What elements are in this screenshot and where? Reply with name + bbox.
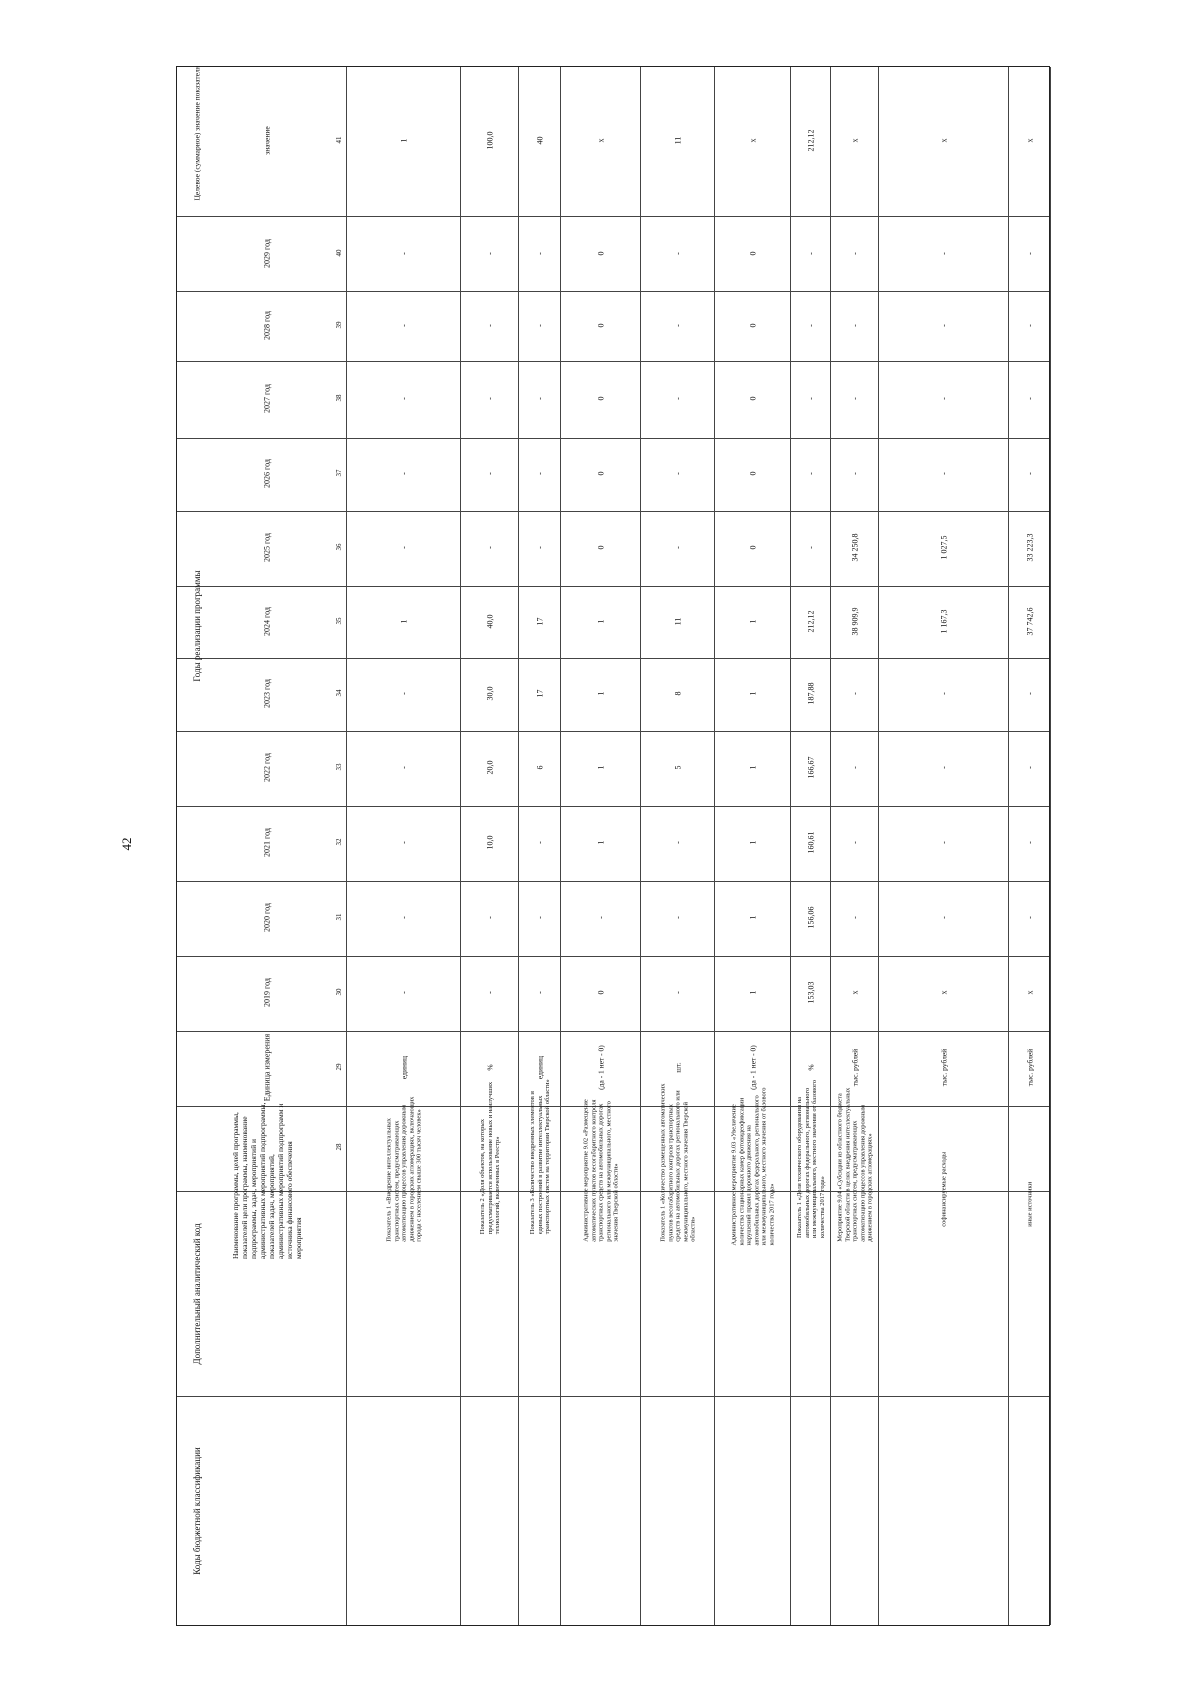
year-header: 2023 год xyxy=(262,679,272,708)
row-year-value: 0 xyxy=(596,471,606,476)
row-year-value: 160,61 xyxy=(806,831,816,854)
row-year-value: 0 xyxy=(596,396,606,401)
column-number: 40 xyxy=(335,249,343,257)
row-year-value: - xyxy=(535,841,545,844)
row-year-value: 5 xyxy=(673,765,683,770)
row-year-value: 1 xyxy=(399,619,409,624)
row-unit: (да - 1 нет - 0) xyxy=(748,1045,758,1090)
row-year-value: x xyxy=(939,990,949,995)
row-year-value: 38 909,9 xyxy=(850,607,860,636)
row-year-value: - xyxy=(485,324,495,327)
row-unit: тыс. рублей xyxy=(939,1048,949,1087)
grid-line xyxy=(177,216,1049,217)
column-number: 31 xyxy=(335,913,343,921)
row-year-value: - xyxy=(673,472,683,475)
row-year-value: - xyxy=(939,472,949,475)
row-year-value: - xyxy=(939,841,949,844)
row-year-value: 0 xyxy=(596,251,606,256)
row-year-value: - xyxy=(850,841,860,844)
grid-line xyxy=(177,731,1049,732)
row-year-value: 0 xyxy=(748,471,758,476)
grid-line xyxy=(714,67,715,1625)
row-year-value: 8 xyxy=(673,691,683,696)
grid-line xyxy=(518,67,519,1625)
row-year-value: 17 xyxy=(535,689,545,698)
row-year-value: - xyxy=(939,324,949,327)
row-year-value: - xyxy=(673,916,683,919)
row-name: Показатель 1 «Доля технического оборудования на автомобильных дорогах федерального, регионального или межмуниципального, местного значения от базового количества 2017 года» xyxy=(796,1080,826,1238)
grid-line xyxy=(346,67,347,1625)
grid-line xyxy=(560,67,561,1625)
row-unit: единиц xyxy=(399,1055,409,1080)
column-number: 37 xyxy=(335,469,343,477)
column-number: 32 xyxy=(335,838,343,846)
row-year-value: - xyxy=(399,397,409,400)
name-column-header: Наименование программы, целей программы, показателей цели программы, наименование подпрограммы, задач, мероприятий и административных мероприятий подпрограммы, показателей задач, мероприятий, административных мероприятий подпрограмм и источника финансового обеспечения мероприятия xyxy=(231,1102,303,1259)
row-year-value: 34 250,8 xyxy=(850,533,860,562)
year-header: 2022 год xyxy=(262,753,272,782)
grid-line xyxy=(177,956,1049,957)
grid-line xyxy=(830,67,831,1625)
row-year-value: - xyxy=(673,841,683,844)
row-year-value: 0 xyxy=(748,251,758,256)
row-unit: шт. xyxy=(673,1062,683,1073)
grid-line xyxy=(177,438,1049,439)
row-target-value: x xyxy=(939,138,949,143)
grid-line xyxy=(177,1396,1049,1397)
grid-line xyxy=(177,658,1049,659)
row-name: Показатель 1 «Количество размещенных автоматических пунктов весогабаритного контроля транспортных средств на автомобильных дорогах регионального или межмуниципального, местного значения Тверской области» xyxy=(659,1083,697,1242)
row-unit: % xyxy=(485,1064,495,1071)
row-year-value: 0 xyxy=(748,323,758,328)
row-year-value: - xyxy=(535,991,545,994)
row-year-value: - xyxy=(485,546,495,549)
year-header: 2020 год xyxy=(262,903,272,932)
row-name: софинансируемые расходы xyxy=(940,1151,948,1227)
row-year-value: - xyxy=(850,324,860,327)
row-year-value: - xyxy=(1025,397,1035,400)
extra-code-group-header: Дополнительный аналитический код xyxy=(192,1223,202,1365)
row-year-value: - xyxy=(485,472,495,475)
row-year-value: - xyxy=(673,397,683,400)
row-year-value: - xyxy=(806,324,816,327)
column-number: 38 xyxy=(335,394,343,402)
row-year-value: 33 223,3 xyxy=(1025,533,1035,562)
row-year-value: - xyxy=(485,991,495,994)
row-year-value: - xyxy=(1025,324,1035,327)
row-year-value: - xyxy=(485,916,495,919)
year-header: 2024 год xyxy=(262,607,272,636)
grid-line xyxy=(177,291,1049,292)
row-year-value: - xyxy=(673,252,683,255)
grid-line xyxy=(177,881,1049,882)
row-target-value: 1 xyxy=(399,138,409,143)
year-header: 2021 год xyxy=(262,828,272,857)
row-year-value: - xyxy=(485,252,495,255)
column-number: 36 xyxy=(335,543,343,551)
row-name: Показатель 1 «Внедрение интеллектуальных транспортных систем, предусматривающих автоматизацию процессов управления дорожным движением в городских агломерациях, включающих города с населением свыше 300 тысяч человек» xyxy=(385,1096,423,1242)
row-target-value: 212,12 xyxy=(806,129,816,152)
row-name: Показатель 3 «Количество внедренных элементов и единых построений в развитие интеллектуальных транспортных систем на территории Тверской области» xyxy=(528,1079,551,1235)
row-year-value: - xyxy=(673,991,683,994)
row-year-value: 1 027,5 xyxy=(939,535,949,560)
row-year-value: - xyxy=(850,397,860,400)
row-year-value: - xyxy=(535,546,545,549)
column-number: 39 xyxy=(335,321,343,329)
row-year-value: - xyxy=(850,692,860,695)
row-unit: (да - 1 нет - 0) xyxy=(596,1045,606,1090)
grid-line xyxy=(1050,67,1051,1625)
unit-column-header: Единица измерения xyxy=(262,1033,272,1102)
row-year-value: 212,12 xyxy=(806,610,816,633)
row-year-value: 6 xyxy=(535,765,545,770)
grid-line xyxy=(1008,67,1009,1625)
row-name: Административное мероприятие 9.02 «Размещение автоматических пунктов весогабаритного контроля транспортных средств на автомобильных дорогах регионального или межмуниципального, местного значения Тверской области» xyxy=(582,1099,620,1242)
row-year-value: - xyxy=(939,766,949,769)
row-year-value: 37 742,6 xyxy=(1025,607,1035,636)
row-year-value: 166,67 xyxy=(806,756,816,779)
program-table xyxy=(176,66,1050,1626)
row-year-value: 20,0 xyxy=(485,760,495,775)
row-year-value: 0 xyxy=(596,990,606,995)
row-year-value: - xyxy=(1025,766,1035,769)
row-year-value: 1 167,3 xyxy=(939,609,949,634)
row-year-value: x xyxy=(1025,990,1035,995)
row-name: иные источники xyxy=(1026,1181,1034,1227)
row-year-value: - xyxy=(806,546,816,549)
row-year-value: - xyxy=(806,472,816,475)
grid-line xyxy=(460,67,461,1625)
row-unit: единиц xyxy=(535,1055,545,1080)
grid-line xyxy=(640,67,641,1625)
row-year-value: - xyxy=(1025,916,1035,919)
page-number: 42 xyxy=(119,837,134,851)
target-value-header: значение xyxy=(262,126,272,155)
column-number: 28 xyxy=(335,1143,343,1151)
row-name: Административное мероприятие 9.03 «Увеличение количества стационарных камер фотовидеофиксации нарушений правил дорожного движения на автомобильных дорогах федерального, регионального или межмуниципального, местного значения от базового количества 2017 года» xyxy=(730,1087,775,1246)
codes-group-header: Коды бюджетной классификации xyxy=(192,1447,202,1575)
row-year-value: - xyxy=(399,692,409,695)
row-year-value: - xyxy=(850,252,860,255)
column-number: 41 xyxy=(335,136,343,144)
year-header: 2029 год xyxy=(262,239,272,268)
row-year-value: - xyxy=(850,766,860,769)
row-year-value: 1 xyxy=(748,619,758,624)
year-header: 2026 год xyxy=(262,459,272,488)
row-year-value: - xyxy=(850,472,860,475)
row-year-value: - xyxy=(806,397,816,400)
row-unit: тыс. рублей xyxy=(1025,1048,1035,1087)
row-year-value: - xyxy=(399,324,409,327)
grid-line xyxy=(177,806,1049,807)
row-target-value: x xyxy=(748,138,758,143)
column-number: 33 xyxy=(335,763,343,771)
grid-line xyxy=(177,361,1049,362)
row-year-value: 10,0 xyxy=(485,835,495,850)
row-target-value: x xyxy=(1025,138,1035,143)
row-year-value: - xyxy=(399,841,409,844)
row-year-value: - xyxy=(535,472,545,475)
row-name: Показатель 2 «Доля объектов, на которых предусматривается использование новых и наилучших технологий, включенных в Реестр» xyxy=(478,1081,501,1235)
row-year-value: - xyxy=(806,252,816,255)
grid-line xyxy=(878,67,879,1625)
row-year-value: - xyxy=(1025,841,1035,844)
row-year-value: 11 xyxy=(673,617,683,626)
row-unit: % xyxy=(806,1064,816,1071)
row-year-value: 1 xyxy=(748,915,758,920)
row-year-value: - xyxy=(673,324,683,327)
row-year-value: - xyxy=(939,916,949,919)
year-header: 2027 год xyxy=(262,384,272,413)
row-year-value: - xyxy=(939,692,949,695)
row-year-value: 0 xyxy=(596,323,606,328)
grid-line xyxy=(177,586,1049,587)
row-year-value: - xyxy=(1025,472,1035,475)
row-target-value: x xyxy=(596,138,606,143)
row-name: Мероприятие 9.04 «Субсидии из областного бюджета Тверской области в целях внедрения интеллектуальных транспортных систем, предусматривающих автоматизацию процессов управления дорожным движением в городских агломерациях» xyxy=(836,1087,874,1242)
row-year-value: - xyxy=(673,546,683,549)
row-unit: тыс. рублей xyxy=(850,1048,860,1087)
row-year-value: 1 xyxy=(596,840,606,845)
row-year-value: 1 xyxy=(596,619,606,624)
column-number: 35 xyxy=(335,617,343,625)
column-number: 34 xyxy=(335,689,343,697)
row-year-value: - xyxy=(535,397,545,400)
row-year-value: - xyxy=(850,916,860,919)
row-year-value: - xyxy=(939,252,949,255)
row-year-value: 0 xyxy=(596,545,606,550)
target-group-header: Целевое (суммарное) значение показателя xyxy=(192,65,202,201)
row-year-value: - xyxy=(399,546,409,549)
row-year-value: - xyxy=(485,397,495,400)
row-year-value: x xyxy=(850,990,860,995)
row-target-value: x xyxy=(850,138,860,143)
row-year-value: 17 xyxy=(535,617,545,626)
grid-line xyxy=(790,67,791,1625)
row-target-value: 11 xyxy=(673,136,683,145)
year-header: 2025 год xyxy=(262,533,272,562)
row-year-value: 30,0 xyxy=(485,686,495,701)
row-year-value: 40,0 xyxy=(485,614,495,629)
row-year-value: - xyxy=(399,472,409,475)
row-year-value: 156,06 xyxy=(806,906,816,929)
row-year-value: 0 xyxy=(748,396,758,401)
row-target-value: 40 xyxy=(535,136,545,145)
row-year-value: - xyxy=(939,397,949,400)
row-target-value: 100,0 xyxy=(485,131,495,150)
year-header: 2028 год xyxy=(262,311,272,340)
row-year-value: 187,88 xyxy=(806,682,816,705)
row-year-value: - xyxy=(399,766,409,769)
row-year-value: - xyxy=(399,252,409,255)
row-year-value: - xyxy=(399,916,409,919)
row-year-value: 0 xyxy=(748,545,758,550)
grid-line xyxy=(177,1031,1049,1032)
row-year-value: 153,03 xyxy=(806,981,816,1004)
column-number: 30 xyxy=(335,988,343,996)
row-year-value: - xyxy=(1025,692,1035,695)
row-year-value: 1 xyxy=(596,765,606,770)
row-year-value: - xyxy=(1025,252,1035,255)
row-year-value: - xyxy=(535,324,545,327)
grid-line xyxy=(177,511,1049,512)
row-year-value: - xyxy=(535,252,545,255)
row-year-value: 1 xyxy=(596,691,606,696)
year-header: 2019 год xyxy=(262,978,272,1007)
row-year-value: - xyxy=(535,916,545,919)
column-number: 29 xyxy=(335,1063,343,1071)
row-year-value: - xyxy=(399,991,409,994)
row-year-value: 1 xyxy=(748,691,758,696)
row-year-value: 1 xyxy=(748,765,758,770)
row-year-value: 1 xyxy=(748,840,758,845)
years-group-header: Годы реализации программы xyxy=(192,570,202,682)
row-year-value: - xyxy=(596,916,606,919)
row-year-value: 1 xyxy=(748,990,758,995)
